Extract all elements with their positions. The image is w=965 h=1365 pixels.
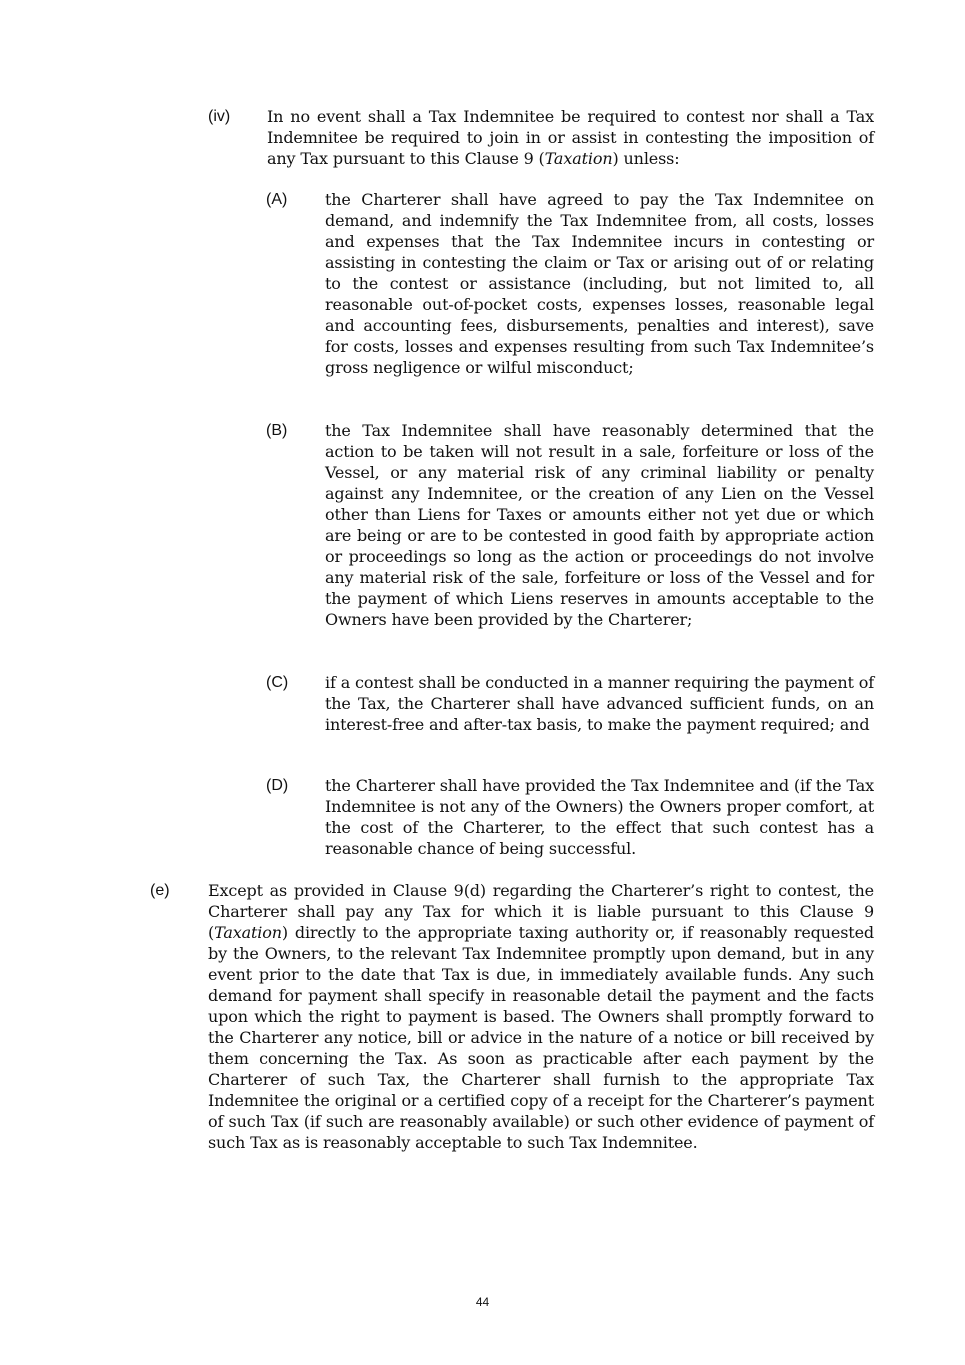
subclause-d-label: (D) bbox=[266, 777, 289, 794]
clause-e-text bbox=[208, 880, 874, 1153]
subclause-c-label: (C) bbox=[266, 674, 289, 691]
clause-e-label: (e) bbox=[150, 882, 170, 899]
clause-e-text-after: ) directly to the appropriate taxing authority or, if reasonably requested by the Owners, to the relevant Tax Indemnitee promptly upon demand, but in any event prior to the date that Tax is due, in immediately available funds. Any such demand for payment shall specify in reasonable detail the payment and the facts upon which the right to payment is based. The Owners shall promptly forward to the Charterer any notice, bill or advice in the nature of a notice or bill received by them concerning the Tax. As soon as practicable after each payment by the Charterer of such Tax, the Charterer shall furnish to the appropriate Tax Indemnitee the original or a certified copy of a receipt for the Charterer’s payment of such Tax (if such are reasonably available) or such other evidence of payment of such Tax as is reasonably acceptable to such Tax Indemnitee. bbox=[208, 923, 874, 1152]
subclause-a-label: (A) bbox=[266, 191, 288, 208]
subclause-b-label: (B) bbox=[266, 422, 288, 439]
clause-iv-text-before: In no event shall a Tax Indemnitee be required to contest nor shall a Tax Indemnitee be required to join in or assist in contesting the imposition of any Tax pursuant to this Clause 9 ( bbox=[267, 107, 874, 168]
subclause-d-text: the Charterer shall have provided the Tax Indemnitee and (if the Tax Indemnitee is not any of the Owners) the Owners proper comfort, at the cost of the Charterer, to the effect that such contest has a reasonable chance of being successful. bbox=[325, 776, 874, 858]
clause-iv-text-italic: Taxation bbox=[544, 149, 613, 168]
subclause-c-text: if a contest shall be conducted in a manner requiring the payment of the Tax, the Charterer shall have advanced sufficient funds, on an interest-free and after-tax basis, to make the payment required; and bbox=[325, 673, 874, 734]
clause-e-text-before: Except as provided in Clause 9(d) regarding the Charterer’s right to contest, the Charterer shall pay any Tax for which it is liable pursuant to this Clause 9 ( bbox=[208, 881, 874, 942]
clause-iv-label: (iv) bbox=[208, 108, 231, 125]
subclause-a-text: the Charterer shall have agreed to pay the Tax Indemnitee on demand, and indemnify the Tax Indemnitee from, all costs, losses and expenses that the Tax Indemnitee incurs in contesting or assisting in contesting the claim or Tax or arising out of or relating to the contest or assistance (including, but not limited to, all reasonable out-of-pocket costs, expenses losses, reasonable legal and accounting fees, disbursements, penalties and interest), save for costs, losses and expenses resulting from such Tax Indemnitee’s gross negligence or wilful misconduct; bbox=[325, 190, 874, 377]
clause-e-text-italic: Taxation bbox=[214, 923, 282, 942]
subclause-b-text: the Tax Indemnitee shall have reasonably determined that the action to be taken will not result in a sale, forfeiture or loss of the Vessel, or any material risk of any criminal liability or penalty against any Indemnitee, or the creation of any Lien on the Vessel other than Liens for Taxes or amounts either not yet due or which are being or are to be contested in good faith by appropriate action or proceedings so long as the action or proceedings do not involve any material risk of the sale, forfeiture or loss of the Vessel and for the payment of which Liens reserves in amounts acceptable to the Owners have been provided by the Charterer; bbox=[325, 421, 874, 629]
clause-iv-text-after: ) unless: bbox=[612, 149, 680, 168]
clause-iv-text bbox=[267, 106, 874, 169]
page-number: 44 bbox=[475, 1295, 490, 1309]
